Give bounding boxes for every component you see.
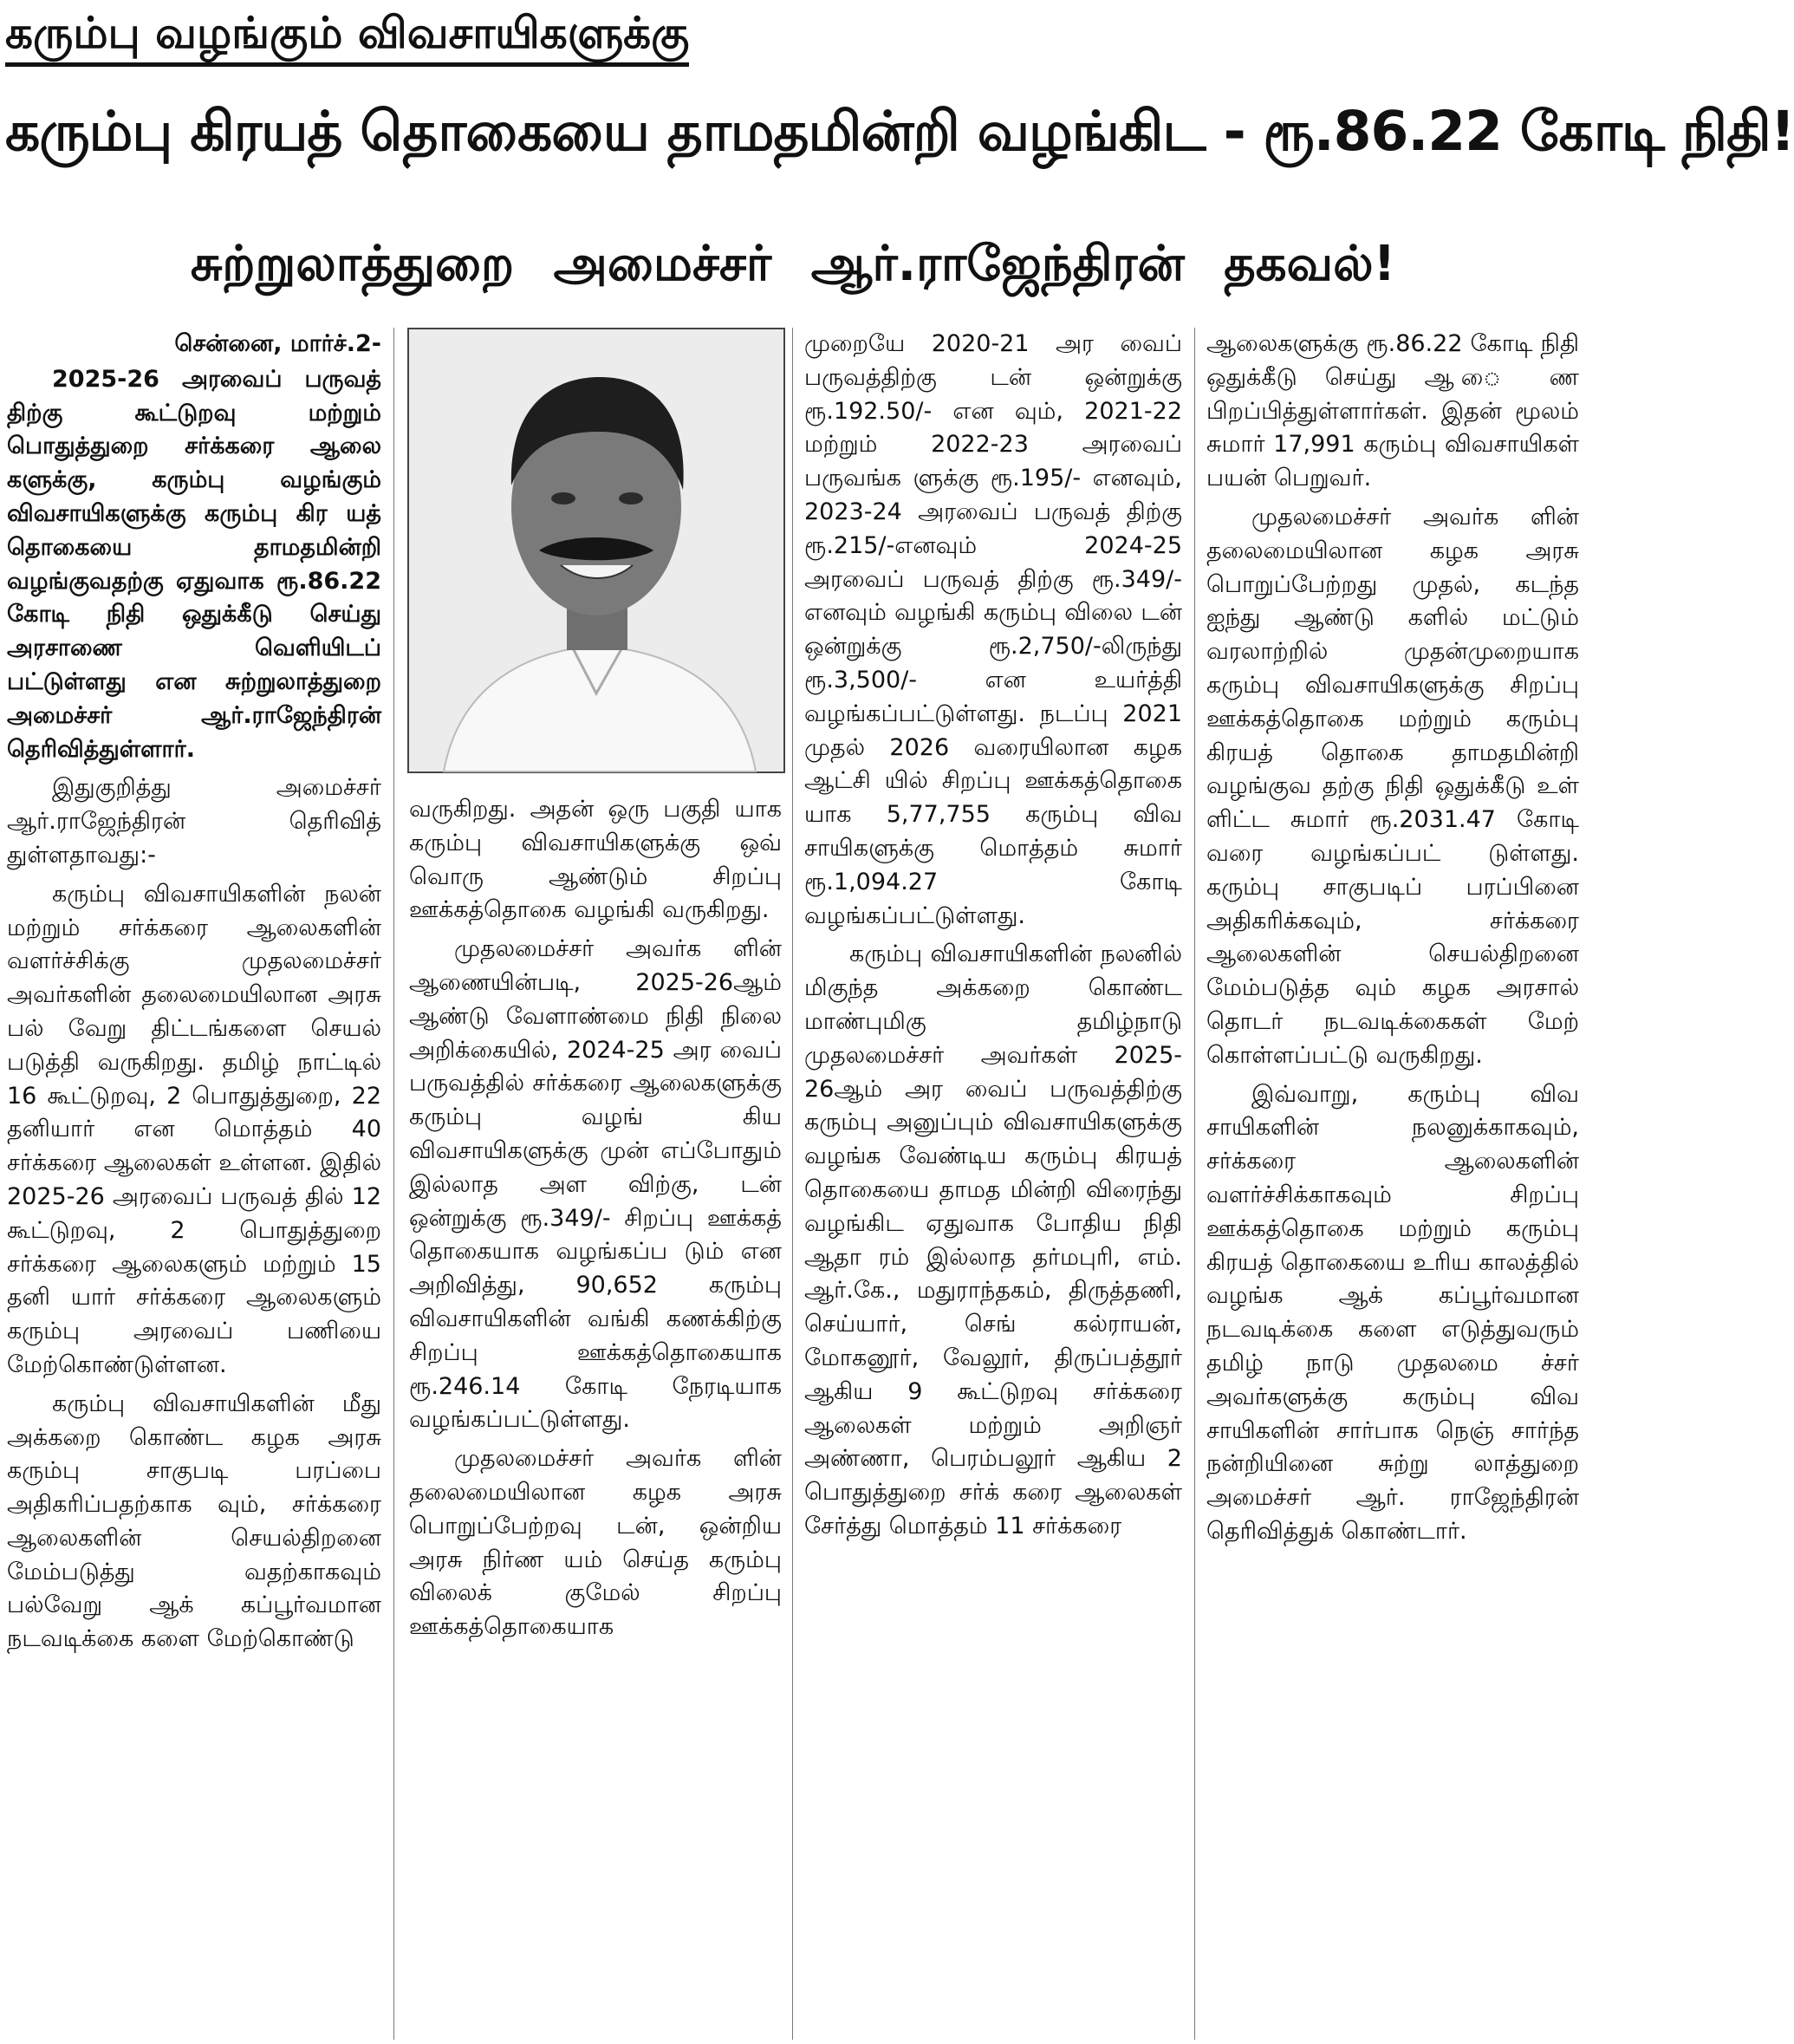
paragraph: வருகிறது. அதன் ஒரு பகுதி யாக கரும்பு விவசாயிகளுக்கு ஒவ் வொரு ஆண்டும் சிறப்பு ஊக்கத்தொகை வழங்கி வருகிறது. bbox=[409, 796, 782, 924]
paragraph: ஆலைகளுக்கு ரூ.86.22 கோடி நிதி ஒதுக்கீடு செய்து ஆ ை ண பிறப்பித்துள்ளார்கள். இதன் மூலம் சுமார் 17,991 கரும்பு விவசாயிகள் பயன் பெறுவர். bbox=[1206, 330, 1579, 492]
paragraph: கரும்பு விவசாயிகளின் நலனில் மிகுந்த அக்கறை கொண்ட மாண்புமிகு தமிழ்நாடு முதலமைச்சர் அவர்கள் 2025-26ஆம் அர வைப் பருவத்திற்கு கரும்பு அனுப்பும் விவசாயிகளுக்கு வழங்க வேண்டிய கரும்பு கிரயத் தொகையை தாமத மின்றி விரைந்து வழங்கிட ஏதுவாக போதிய நிதி ஆதா ரம் இல்லாத தர்மபுரி, எம். ஆர்.கே., மதுராந்தகம், திருத்தணி, செய்யார், செங் கல்ராயன், மோகனூர், வேலூர், திருப்பத்தூர் ஆகிய 9 கூட்டுறவு சர்க்கரை ஆலைகள் மற்றும் அறிஞர் அண்ணா, பெரம்பலூர் ஆகிய 2 பொதுத்துறை சர்க் கரை ஆலைகள் சேர்த்து மொத்தம் 11 சர்க்கரை bbox=[804, 941, 1182, 1540]
paragraph: கரும்பு விவசாயிகளின் நலன் மற்றும் சர்க்கரை ஆலைகளின் வளர்ச்சிக்கு முதலமைச்சர் அவர்களின் தலைமையிலான அரசு பல் வேறு திட்டங்களை செயல் படுத்தி வருகிறது. தமிழ் நாட்டில் 16 கூட்டுறவு, 2 பொதுத்துறை, 22 தனியார் என மொத்தம் 40 சர்க்கரை ஆலைகள் உள்ளன. இதில் 2025-26 அரவைப் பருவத் தில் 12 கூட்டுறவு, 2 பொதுத்துறை சர்க்கரை ஆலைகளும் மற்றும் 15 தனி யார் சர்க்கரை ஆலைகளும் கரும்பு அரவைப் பணியை மேற்கொண்டுள்ளன. bbox=[7, 880, 381, 1378]
column-rule bbox=[1194, 328, 1195, 2040]
paragraph: இதுகுறித்து அமைச்சர் ஆர்.ராஜேந்திரன் தெரிவித் துள்ளதாவது:- bbox=[7, 774, 381, 869]
lede-paragraph: 2025-26 அரவைப் பருவத் திற்கு கூட்டுறவு மற்றும் பொதுத்துறை சர்க்கரை ஆலை களுக்கு, கரும்பு வழங்கும் விவசாயிகளுக்கு கரும்பு கிர யத் தொகையை தாமதமின்றி வழங்குவதற்கு ஏதுவாக ரூ.86.22 கோடி நிதி ஒதுக்கீடு செய்து அரசாணை வெளியிடப் பட்டுள்ளது என சுற்றுலாத்துறை அமைச்சர் ஆர்.ராஜேந்திரன் தெரிவித்துள்ளார். bbox=[7, 365, 381, 763]
article-column-2 bbox=[409, 793, 782, 2040]
paragraph: முறையே 2020-21 அர வைப் பருவத்திற்கு டன் ஒன்றுக்கு ரூ.192.50/- என வும், 2021-22 மற்றும் 2022-23 அரவைப் பருவங்க ளுக்கு ரூ.195/- எனவும், 2023-24 அரவைப் பருவத் திற்கு ரூ.215/-எனவும் 2024-25 அரவைப் பருவத் திற்கு ரூ.349/- எனவும் வழங்கி கரும்பு விலை டன் ஒன்றுக்கு ரூ.2,750/-லிருந்து ரூ.3,500/- என உயர்த்தி வழங்கப்பட்டுள்ளது. நடப்பு 2021 முதல் 2026 வரையிலான கழக ஆட்சி யில் சிறப்பு ஊக்கத்தொகை யாக 5,77,755 கரும்பு விவ சாயிகளுக்கு மொத்தம் சுமார் ரூ.1,094.27 கோடி வழங்கப்பட்டுள்ளது. bbox=[804, 330, 1182, 929]
subheadline: சுற்றுலாத்துறை அமைச்சர் ஆர்.ராஜேந்திரன் தகவல்! bbox=[190, 236, 1396, 292]
paragraph: கரும்பு விவசாயிகளின் மீது அக்கறை கொண்ட கழக அரசு கரும்பு சாகுபடி பரப்பை அதிகரிப்பதற்காக வும், சர்க்கரை ஆலைகளின் செயல்திறனை மேம்படுத்து வதற்காகவும் பல்வேறு ஆக் கப்பூர்வமான நடவடிக்கை களை மேற்கொண்டு bbox=[7, 1390, 381, 1653]
article-column-1 bbox=[7, 328, 381, 2040]
paragraph: முதலமைச்சர் அவர்க ளின் தலைமையிலான கழக அரசு பொறுப்பேற்றவு டன், ஒன்றிய அரசு நிர்ண யம் செய்த கரும்பு விலைக் குமேல் சிறப்பு ஊக்கத்தொகையாக bbox=[409, 1445, 782, 1641]
paragraph: முதலமைச்சர் அவர்க ளின் ஆணையின்படி, 2025-26ஆம் ஆண்டு வேளாண்மை நிதி நிலை அறிக்கையில், 2024-25 அர வைப் பருவத்தில் சர்க்கரை ஆலைகளுக்கு கரும்பு வழங் கிய விவசாயிகளுக்கு முன் எப்போதும் இல்லாத அள விற்கு, டன் ஒன்றுக்கு ரூ.349/- சிறப்பு ஊக்கத் தொகையாக வழங்கப்ப டும் என அறிவித்து, 90,652 கரும்பு விவசாயிகளின் வங்கி கணக்கிற்கு சிறப்பு ஊக்கத்தொகையாக ரூ.246.14 கோடி நேரடியாக வழங்கப்பட்டுள்ளது. bbox=[409, 935, 782, 1434]
column-rule bbox=[393, 328, 394, 2040]
portrait-illustration bbox=[409, 329, 783, 771]
portrait-photo bbox=[407, 328, 785, 773]
paragraph: இவ்வாறு, கரும்பு விவ சாயிகளின் நலனுக்காகவும், சர்க்கரை ஆலைகளின் வளர்ச்சிக்காகவும் சிறப்பு ஊக்கத்தொகை மற்றும் கரும்பு கிரயத் தொகையை உரிய காலத்தில் வழங்க ஆக் கப்பூர்வமான நடவடிக்கை களை எடுத்துவரும் தமிழ் நாடு முதலமை ச்சர் அவர்களுக்கு கரும்பு விவ சாயிகளின் சார்பாக நெஞ் சார்ந்த நன்றியினை சுற்று லாத்துறை அமைச்சர் ஆர். ராஜேந்திரன் தெரிவித்துக் கொண்டார். bbox=[1206, 1080, 1579, 1545]
paragraph: முதலமைச்சர் அவர்க ளின் தலைமையிலான கழக அரசு பொறுப்பேற்றது முதல், கடந்த ஐந்து ஆண்டு களில் மட்டும் வரலாற்றில் முதன்முறையாக கரும்பு விவசாயிகளுக்கு சிறப்பு ஊக்கத்தொகை மற்றும் கரும்பு கிரயத் தொகை தாமதமின்றி வழங்குவ தற்கு நிதி ஒதுக்கீடு உள் ளிட்ட சுமார் ரூ.2031.47 கோடி வரை வழங்கப்பட் டுள்ளது. கரும்பு சாகுபடிப் பரப்பினை அதிகரிக்கவும், சர்க்கரை ஆலைகளின் செயல்திறனை மேம்படுத்த வும் கழக அரசால் தொடர் நடவடிக்கைகள் மேற் கொள்ளப்பட்டு வருகிறது. bbox=[1206, 503, 1579, 1069]
article-column-4 bbox=[1206, 328, 1579, 2040]
dateline: சென்னை, மார்ச்.2- bbox=[174, 330, 381, 357]
headline: கரும்பு கிரயத் தொகையை தாமதமின்றி வழங்கிட - ரூ.86.22 கோடி நிதி! bbox=[5, 100, 1794, 163]
kicker: கரும்பு வழங்கும் விவசாயிகளுக்கு bbox=[5, 5, 689, 67]
article-column-3 bbox=[804, 328, 1182, 2040]
column-rule bbox=[792, 328, 793, 2040]
